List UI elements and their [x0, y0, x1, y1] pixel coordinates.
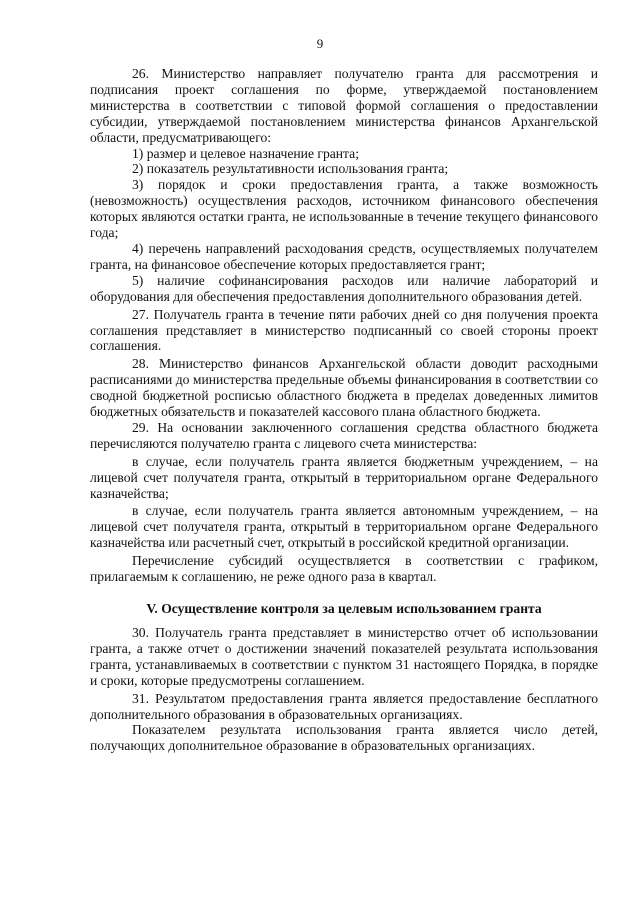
list-item-1: 1) размер и целевое назначение гранта; [132, 145, 359, 161]
list-item-2: 2) показатель результативности использования гранта; [132, 161, 449, 177]
paragraph-indicator: Показателем результата использования гранта является число детей, получающих дополнительное образование в образовательных организациях. [90, 722, 598, 754]
section-heading: V. Осуществление контроля за целевым использованием гранта [146, 601, 542, 616]
paragraph-28: 28. Министерство финансов Архангельской области доводит расходными расписаниями до министерства предельные объемы финансирования в соответствии со сводной бюджетной росписью областного бюджета в пределах доведенных лимитов бюджетных обязательств и показателей кассового плана областного бюджета. [90, 356, 598, 420]
paragraph-29-budget: в случае, если получатель гранта является бюджетным учреждением, – на лицевой счет получателя гранта, открытый в территориальном органе Федерального казначейства; [90, 453, 598, 501]
paragraph-29: 29. На основании заключенного соглашения средства областного бюджета перечисляются получателю гранта с лицевого счета министерства: [90, 419, 598, 451]
page-number: 9 [316, 36, 324, 51]
paragraph-31: 31. Результатом предоставления гранта является предоставление бесплатного дополнительного образования в образовательных организациях. [90, 690, 598, 722]
paragraph-30: 30. Получатель гранта представляет в министерство отчет об использовании гранта, а также отчет о достижении значений показателей результата использования гранта, устанавливаемых в соответствии с пунктом 31 настоящего Порядка, в порядке и сроки, которые предусмотрены соглашением. [90, 625, 598, 688]
paragraph-29-autonomous: в случае, если получатель гранта является автономным учреждением, – на лицевой счет получателя гранта, открытый в территориальном органе Федерального казначейства или расчетный счет, открытый в российской кредитной организации. [90, 503, 598, 551]
list-item-4: 4) перечень направлений расходования средств, осуществляемых получателем гранта, на финансовое обеспечение которых предоставляется грант; [90, 240, 598, 272]
document-body [90, 66, 598, 754]
list-item-5: 5) наличие софинансирования расходов или наличие лабораторий и оборудования для обеспечения предоставления дополнительного образования детей. [90, 272, 598, 304]
list-item-3: 3) порядок и сроки предоставления гранта, а также возможность (невозможность) осуществления расходов, источником финансового обеспечения которых являются остатки гранта, не использованные в течение текущего финансового года; [90, 177, 598, 241]
paragraph-transfer-schedule: Перечисление субсидий осуществляется в соответствии с графиком, прилагаемым к соглашению, не реже одного раза в квартал. [90, 553, 598, 585]
paragraph-26: 26. Министерство направляет получателю гранта для рассмотрения и подписания проект соглашения по форме, утверждаемой постановлением министерства в соответствии с типовой формой соглашения о предоставлении субсидии, утверждаемой постановлением министерства финансов Архангельской области, предусматривающего: [90, 66, 598, 145]
paragraph-27: 27. Получатель гранта в течение пяти рабочих дней со дня получения проекта соглашения представляет в министерство подписанный со своей стороны проект соглашения. [90, 306, 598, 354]
